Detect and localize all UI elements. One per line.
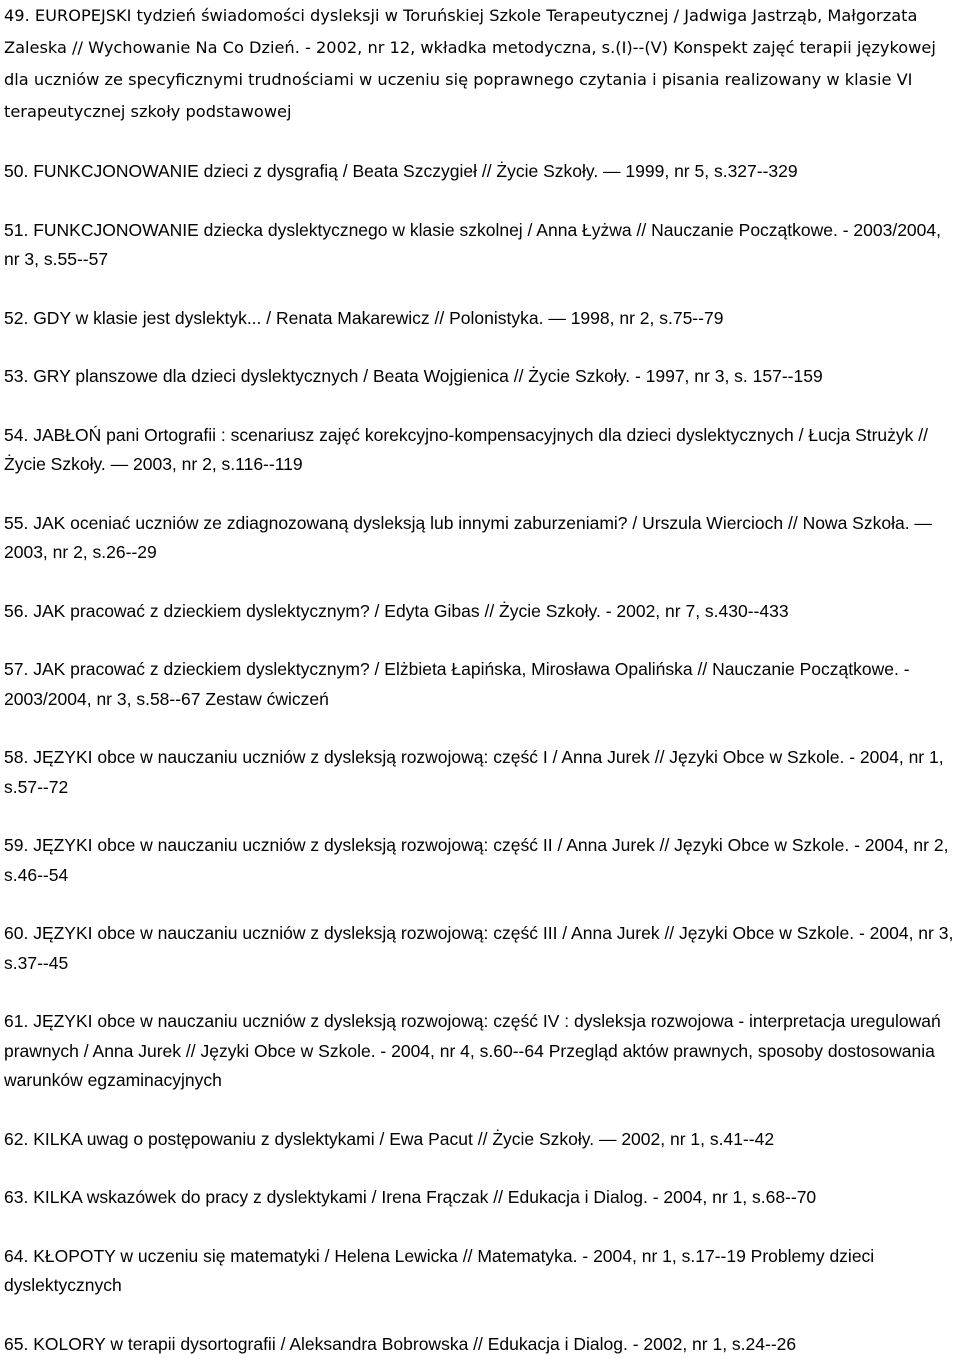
bibliography-entry-60: 60. JĘZYKI obce w nauczaniu uczniów z dysleksją rozwojową: część III / Anna Jurek // Języki Obce w Szkole. - 2004, nr 3, s.37--45 (4, 919, 958, 978)
entry-gap (4, 890, 958, 919)
entry-gap (4, 978, 958, 1007)
entry-gap (4, 333, 958, 362)
entry-gap (4, 275, 958, 304)
bibliography-entry-57: 57. JAK pracować z dzieckiem dyslektycznym? / Elżbieta Łapińska, Mirosława Opalińska // Nauczanie Początkowe. - 2003/2004, nr 3, s.58--67 Zestaw ćwiczeń (4, 655, 958, 714)
entry-gap (4, 187, 958, 216)
bibliography-list (4, 0, 958, 1359)
entry-gap (4, 568, 958, 597)
bibliography-entry-50: 50. FUNKCJONOWANIE dzieci z dysgrafią / Beata Szczygieł // Życie Szkoły. — 1999, nr 5, s.327--329 (4, 157, 958, 187)
bibliography-entry-56: 56. JAK pracować z dzieckiem dyslektycznym? / Edyta Gibas // Życie Szkoły. - 2002, nr 7, s.430--433 (4, 597, 958, 627)
bibliography-entry-63: 63. KILKA wskazówek do pracy z dyslektykami / Irena Frączak // Edukacja i Dialog. - 2004, nr 1, s.68--70 (4, 1183, 958, 1213)
bibliography-entry-64: 64. KŁOPOTY w uczeniu się matematyki / Helena Lewicka // Matematyka. - 2004, nr 1, s.17--19 Problemy dzieci dyslektycznych (4, 1242, 958, 1301)
entry-gap (4, 480, 958, 509)
bibliography-entry-49: 49. EUROPEJSKI tydzień świadomości dysleksji w Toruńskiej Szkole Terapeutycznej / Jadwiga Jastrząb, Małgorzata Zaleska // Wychowanie Na Co Dzień. - 2002, nr 12, wkładka metodyczna, s.(I)--(V) Konspekt zajęć terapii językowej dla uczniów ze specyficznymi trudnościami w uczeniu się poprawnego czytania i pisania realizowany w klasie VI terapeutycznej szkoły podstawowej (4, 0, 958, 128)
entry-gap (4, 802, 958, 831)
bibliography-entry-61: 61. JĘZYKI obce w nauczaniu uczniów z dysleksją rozwojową: część IV : dysleksja rozwojowa - interpretacja uregulowań prawnych / Anna Jurek // Języki Obce w Szkole. - 2004, nr 4, s.60--64 Przegląd aktów prawnych, sposoby dostosowania warunków egzaminacyjnych (4, 1007, 958, 1096)
bibliography-entry-65: 65. KOLORY w terapii dysortografii / Aleksandra Bobrowska // Edukacja i Dialog. - 2002, nr 1, s.24--26 (4, 1330, 958, 1359)
bibliography-entry-53: 53. GRY planszowe dla dzieci dyslektycznych / Beata Wojgienica // Życie Szkoły. - 1997, nr 3, s. 157--159 (4, 362, 958, 392)
bibliography-entry-52: 52. GDY w klasie jest dyslektyk... / Renata Makarewicz // Polonistyka. — 1998, nr 2, s.75--79 (4, 304, 958, 334)
entry-gap (4, 1154, 958, 1183)
bibliography-entry-55: 55. JAK oceniać uczniów ze zdiagnozowaną dysleksją lub innymi zaburzeniami? / Urszula Wiercioch // Nowa Szkoła. — 2003, nr 2, s.26--29 (4, 509, 958, 568)
bibliography-entry-58: 58. JĘZYKI obce w nauczaniu uczniów z dysleksją rozwojową: część I / Anna Jurek // Języki Obce w Szkole. - 2004, nr 1, s.57--72 (4, 743, 958, 802)
entry-gap (4, 714, 958, 743)
entry-gap (4, 128, 958, 157)
entry-gap (4, 1096, 958, 1125)
bibliography-entry-51: 51. FUNKCJONOWANIE dziecka dyslektycznego w klasie szkolnej / Anna Łyżwa // Nauczanie Początkowe. - 2003/2004, nr 3, s.55--57 (4, 216, 958, 275)
bibliography-entry-62: 62. KILKA uwag o postępowaniu z dyslektykami / Ewa Pacut // Życie Szkoły. — 2002, nr 1, s.41--42 (4, 1125, 958, 1155)
entry-gap (4, 392, 958, 421)
entry-gap (4, 626, 958, 655)
entry-gap (4, 1213, 958, 1242)
entry-gap (4, 1301, 958, 1330)
bibliography-entry-59: 59. JĘZYKI obce w nauczaniu uczniów z dysleksją rozwojową: część II / Anna Jurek // Języki Obce w Szkole. - 2004, nr 2, s.46--54 (4, 831, 958, 890)
bibliography-entry-54: 54. JABŁOŃ pani Ortografii : scenariusz zajęć korekcyjno-kompensacyjnych dla dzieci dyslektycznych / Łucja Strużyk // Życie Szkoły. — 2003, nr 2, s.116--119 (4, 421, 958, 480)
